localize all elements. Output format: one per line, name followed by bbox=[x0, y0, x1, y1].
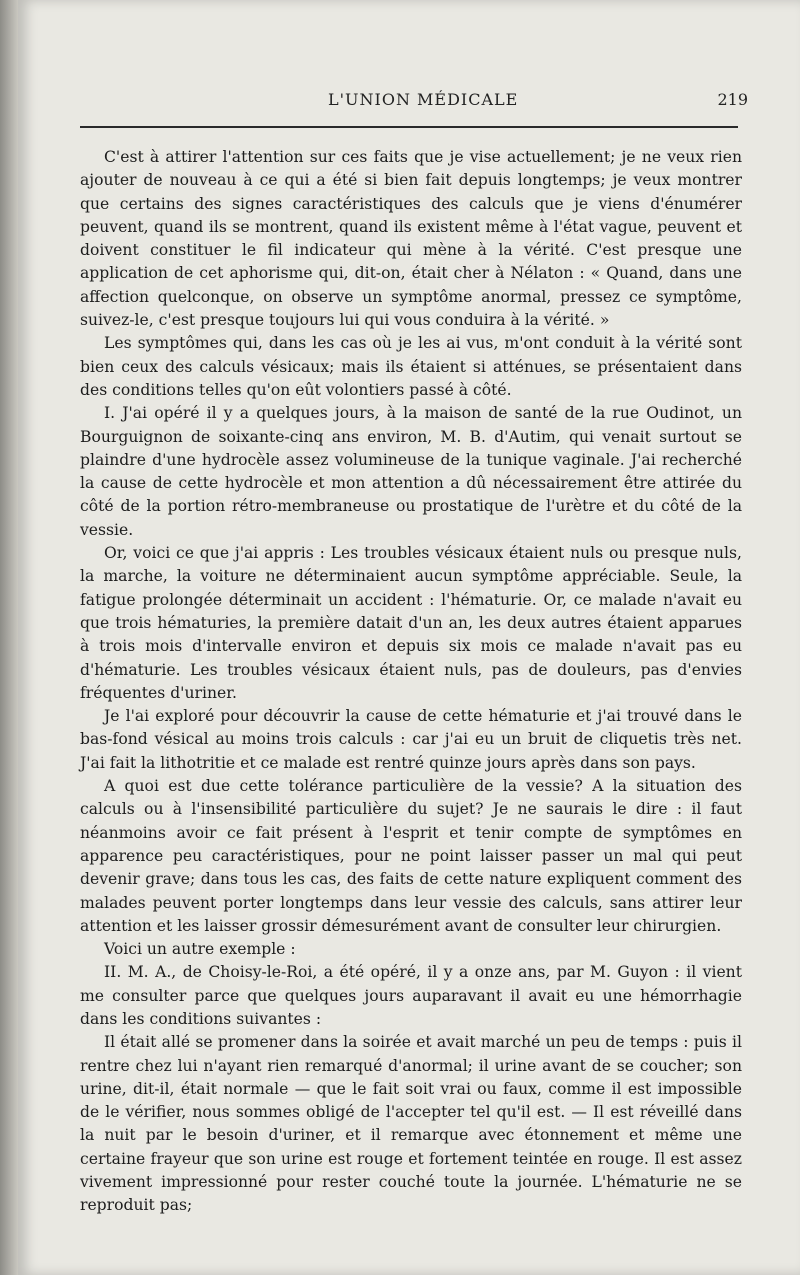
paragraph: C'est à attirer l'attention sur ces faits que je vise actuellement; je ne veux rien ajouter de nouveau à ce qui a été si bien fait depuis longtemps; je veux montrer que certains des signes caractéristiques des calculs que je viens d'énumérer peuvent, quand ils se montrent, quand ils existent même à l'état vague, peuvent et doivent constituer le fil indicateur qui mène à la vérité. C'est presque une application de cet aphorisme qui, dit-on, était cher à Nélaton : « Quand, dans une affection quelconque, on observe un symptôme anormal, pressez ce symptôme, suivez-le, c'est presque toujours lui qui vous conduira à la vérité. » bbox=[80, 148, 742, 330]
running-title: L'UNION MÉDICALE bbox=[328, 90, 519, 109]
body-text bbox=[80, 146, 742, 1218]
book-page bbox=[18, 0, 800, 1275]
paragraph: II. M. A., de Choisy-le-Roi, a été opéré, il y a onze ans, par M. Guyon : il vient me consulter parce que quelques jours auparavant il avait eu une hémorrhagie dans les conditions suivantes : bbox=[80, 963, 742, 1028]
header-rule bbox=[80, 126, 738, 128]
paragraph: I. J'ai opéré il y a quelques jours, à la maison de santé de la rue Oudinot, un Bourguignon de soixante-cinq ans environ, M. B. d'Autim, qui venait surtout se plaindre d'une hydrocèle assez volumineuse de la tunique vaginale. J'ai recherché la cause de cette hydrocèle et mon attention a dû nécessairement être attirée du côté de la portion rétro-membraneuse ou prostatique de l'urètre et du côté de la vessie. bbox=[80, 404, 742, 539]
paragraph: Or, voici ce que j'ai appris : Les troubles vésicaux étaient nuls ou presque nuls, la marche, la voiture ne déterminaient aucun symptôme appréciable. Seule, la fatigue prolongée déterminait un accident : l'hématurie. Or, ce malade n'avait eu que trois hématuries, la première datait d'un an, les deux autres étaient apparues à trois mois d'intervalle environ et depuis six mois ce malade n'avait pas eu d'hématurie. Les troubles vésicaux étaient nuls, pas de douleurs, pas d'envies fréquentes d'uriner. bbox=[80, 544, 742, 702]
page-header bbox=[58, 86, 748, 116]
page-binding-edge bbox=[0, 0, 18, 1275]
page-number: 219 bbox=[717, 90, 748, 109]
paragraph: A quoi est due cette tolérance particulière de la vessie? A la situation des calculs ou à l'insensibilité particulière du sujet? Je ne saurais le dire : il faut néanmoins avoir ce fait présent à l'esprit et tenir compte de symptômes en apparence peu caractéristiques, pour ne point laisser passer un mal qui peut devenir grave; dans tous les cas, des faits de cette nature expliquent comment des malades peuvent porter longtemps dans leur vessie des calculs, sans attirer leur attention et les laisser grossir démesurément avant de consulter leur chirurgien. bbox=[80, 777, 742, 935]
paragraph: Je l'ai exploré pour découvrir la cause de cette hématurie et j'ai trouvé dans le bas-fond vésical au moins trois calculs : car j'ai eu un bruit de cliquetis très net. J'ai fait la lithotritie et ce malade est rentré quinze jours après dans son pays. bbox=[80, 707, 742, 772]
paragraph: Il était allé se promener dans la soirée et avait marché un peu de temps : puis il rentre chez lui n'ayant rien remarqué d'anormal; il urine avant de se coucher; son urine, dit-il, était normale — que le fait soit vrai ou faux, comme il est impossible de le vérifier, nous sommes obligé de l'accepter tel qu'il est. — Il est réveillé dans la nuit par le besoin d'uriner, et il remarque avec étonnement et même une certaine frayeur que son urine est rouge et fortement teintée en rouge. Il est assez vivement impressionné pour rester couché toute la journée. L'hématurie ne se reproduit pas; bbox=[80, 1033, 742, 1215]
paragraph: Les symptômes qui, dans les cas où je les ai vus, m'ont conduit à la vérité sont bien ceux des calculs vésicaux; mais ils étaient si atténues, se présentaient dans des conditions telles qu'on eût volontiers passé à côté. bbox=[80, 334, 742, 399]
paragraph: Voici un autre exemple : bbox=[104, 940, 296, 959]
